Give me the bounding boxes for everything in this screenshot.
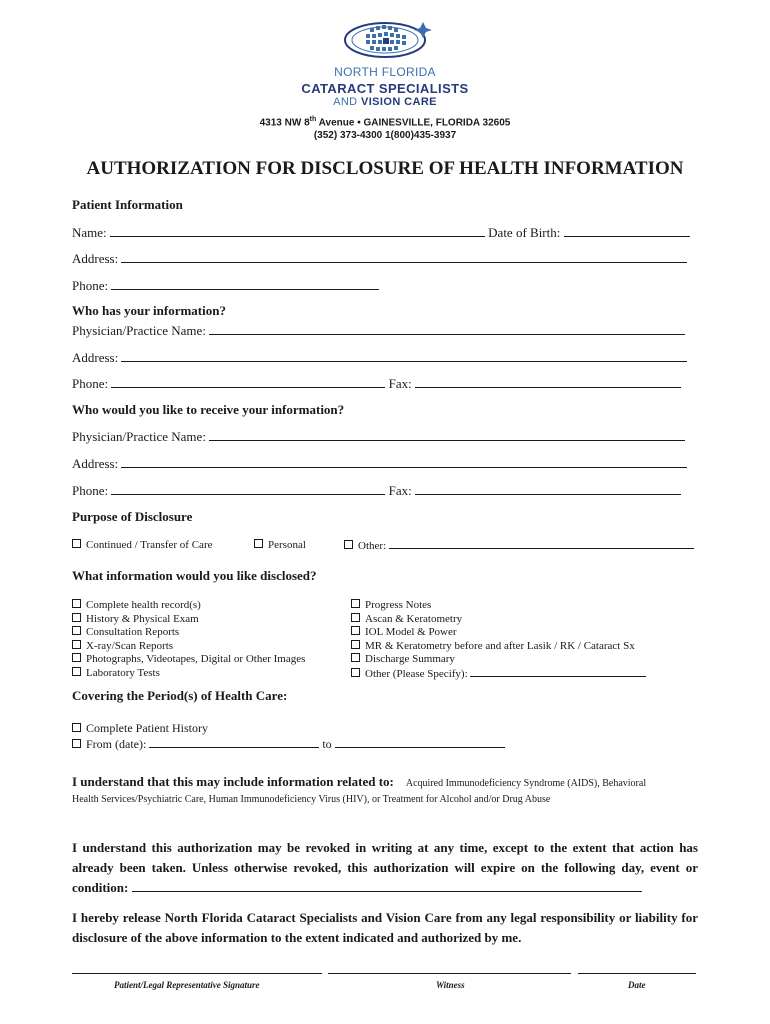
checkbox-icon[interactable] <box>351 613 360 622</box>
purpose-option-label: Personal <box>268 539 306 551</box>
checkbox-icon[interactable] <box>351 653 360 662</box>
patient-signature-label: Patient/Legal Representative Signature <box>114 980 260 990</box>
patient-name-field[interactable] <box>110 224 485 237</box>
disclose-right-label: Ascan & Keratometry <box>365 612 463 625</box>
address-number: 4313 NW 8 <box>259 117 310 129</box>
receiver-physician-row <box>72 428 685 445</box>
purpose-heading: Purpose of Disclosure <box>72 509 193 524</box>
date-label: Date <box>628 980 646 990</box>
source-phone-field[interactable] <box>111 375 385 388</box>
expiration-field[interactable] <box>132 881 642 892</box>
disclose-left-label: Laboratory Tests <box>86 667 160 679</box>
disclose-right-label: Discharge Summary <box>365 653 455 666</box>
checkbox-icon[interactable] <box>351 599 360 608</box>
purpose-option-label: Continued / Transfer of Care <box>86 539 213 551</box>
disclose-left-label: Complete health record(s) <box>86 599 201 611</box>
logo-line-3-and: AND <box>333 96 358 108</box>
checkbox-icon[interactable] <box>72 640 81 649</box>
address-superscript: th <box>309 116 317 123</box>
disclose-right-option[interactable] <box>351 599 431 611</box>
patient-phone-row <box>72 277 379 294</box>
revocation-paragraph <box>72 838 698 898</box>
patient-info-heading: Patient Information <box>72 197 183 212</box>
patient-address-row <box>72 250 687 267</box>
patient-address-field[interactable] <box>121 250 687 263</box>
disclose-right-option[interactable] <box>351 653 455 665</box>
checkbox-icon[interactable] <box>254 539 263 548</box>
disclose-left-option[interactable] <box>72 599 201 611</box>
disclose-left-label: X-ray/Scan Reports <box>86 639 174 652</box>
checkbox-icon[interactable] <box>72 613 81 622</box>
source-fax-label: Fax: <box>388 376 412 391</box>
source-address-field[interactable] <box>121 349 687 362</box>
source-phone-fax-row <box>72 375 681 392</box>
receiver-physician-field[interactable] <box>209 428 685 441</box>
period-from-field[interactable] <box>149 737 319 748</box>
purpose-other-field[interactable] <box>389 539 694 549</box>
period-from-label: From (date): <box>86 737 147 751</box>
logo-line-2: CATARACT SPECIALISTS <box>301 81 469 96</box>
checkbox-icon[interactable] <box>72 539 81 548</box>
patient-phone-field[interactable] <box>111 277 379 290</box>
patient-dob-field[interactable] <box>564 224 690 237</box>
practice-phones: (352) 373-4300 1(800)435-3937 <box>313 130 457 141</box>
period-complete-option[interactable] <box>72 721 208 736</box>
disclose-left-option[interactable] <box>72 613 199 625</box>
receiver-phone-label: Phone: <box>72 483 109 498</box>
disclose-heading: What information would you like disclosed? <box>72 568 317 583</box>
disclose-left-label: History & Physical Exam <box>86 612 199 625</box>
purpose-option-label: Other: <box>358 540 387 552</box>
period-from-option[interactable] <box>72 737 505 752</box>
release-paragraph: I hereby release North Florida Cataract Specialists and Vision Care from any legal responsibility or liability for disclosure of the above information to the extent indicated and authorized by me. <box>72 910 698 945</box>
receiver-phone-fax-row <box>72 482 681 499</box>
logo-line-1: NORTH FLORIDA <box>334 65 436 79</box>
checkbox-icon[interactable] <box>351 626 360 635</box>
witness-signature-line[interactable] <box>328 962 571 974</box>
disclose-right-option[interactable] <box>351 613 462 625</box>
checkbox-icon[interactable] <box>351 640 360 649</box>
receiver-address-label: Address: <box>72 456 119 471</box>
practice-address <box>0 116 770 128</box>
source-phone-label: Phone: <box>72 376 109 391</box>
disclose-right-option[interactable] <box>351 667 646 680</box>
disclose-right-label: Progress Notes <box>365 599 432 611</box>
patient-phone-label: Phone: <box>72 278 109 293</box>
source-fax-field[interactable] <box>415 375 681 388</box>
receiver-phone-field[interactable] <box>111 482 385 495</box>
disclosure-notice-bold: I understand that this may include information related to: <box>72 774 394 789</box>
disclose-left-label: Photographs, Videotapes, Digital or Other Images <box>86 653 306 666</box>
disclosure-notice-line1 <box>72 773 646 791</box>
receiver-physician-label: Physician/Practice Name: <box>72 429 206 444</box>
patient-name-label: Name: <box>72 225 107 240</box>
receiver-address-field[interactable] <box>121 455 687 468</box>
checkbox-icon[interactable] <box>72 626 81 635</box>
checkbox-icon[interactable] <box>351 668 360 677</box>
witness-label: Witness <box>436 980 465 990</box>
source-address-row <box>72 349 687 366</box>
disclose-left-option[interactable] <box>72 653 305 665</box>
period-heading: Covering the Period(s) of Health Care: <box>72 688 288 703</box>
logo-line-3 <box>0 96 770 108</box>
purpose-option-other[interactable] <box>344 539 694 552</box>
checkbox-icon[interactable] <box>72 667 81 676</box>
date-signature-line[interactable] <box>578 962 696 974</box>
disclose-left-label: Consultation Reports <box>86 626 180 639</box>
source-address-label: Address: <box>72 350 119 365</box>
checkbox-icon[interactable] <box>72 599 81 608</box>
checkbox-icon[interactable] <box>72 723 81 732</box>
disclosure-notice-rest1: Acquired Immunodeficiency Syndrome (AIDS), Behavioral <box>405 778 647 789</box>
receiver-fax-field[interactable] <box>415 482 681 495</box>
receiver-heading: Who would you like to receive your information? <box>72 402 345 417</box>
receiver-fax-label: Fax: <box>388 483 412 498</box>
other-specify-field[interactable] <box>470 667 646 677</box>
disclose-right-label: Other (Please Specify): <box>365 668 468 680</box>
source-physician-row <box>72 322 685 339</box>
patient-address-label: Address: <box>72 251 119 266</box>
receiver-address-row <box>72 455 687 472</box>
page-title: AUTHORIZATION FOR DISCLOSURE OF HEALTH INFORMATION <box>86 158 684 179</box>
who-has-heading: Who has your information? <box>72 303 226 318</box>
period-to-label: to <box>322 737 332 751</box>
logo-line-3-vision: VISION CARE <box>360 96 437 108</box>
disclose-right-label: IOL Model & Power <box>365 626 457 639</box>
disclose-left-option[interactable] <box>72 640 173 652</box>
period-to-field[interactable] <box>335 737 505 748</box>
source-physician-field[interactable] <box>209 322 685 335</box>
period-complete-label: Complete Patient History <box>86 721 208 735</box>
address-rest: Avenue • GAINESVILLE, FLORIDA 32605 <box>316 117 511 129</box>
disclose-left-option[interactable] <box>72 667 160 679</box>
disclose-right-option[interactable] <box>351 640 635 652</box>
patient-dob-label: Date of Birth: <box>488 225 561 240</box>
checkbox-icon[interactable] <box>72 739 81 748</box>
revocation-text: I understand this authorization may be revoked in writing at any time, except to the extent that action has already been taken. Unless otherwise revoked, this authorization will expire on the following day, event or condition: <box>72 840 698 895</box>
checkbox-icon[interactable] <box>72 653 81 662</box>
source-physician-label: Physician/Practice Name: <box>72 323 206 338</box>
disclosure-notice-line2: Health Services/Psychiatric Care, Human Immunodeficiency Virus (HIV), or Treatment for Alcohol and/or Drug Abuse <box>72 794 551 805</box>
disclose-right-label: MR & Keratometry before and after Lasik / RK / Cataract Sx <box>365 639 635 652</box>
purpose-option-continued[interactable] <box>72 539 212 551</box>
disclose-right-option[interactable] <box>351 626 457 638</box>
purpose-option-personal[interactable] <box>254 539 306 551</box>
checkbox-icon[interactable] <box>344 540 353 549</box>
disclose-left-option[interactable] <box>72 626 179 638</box>
patient-signature-line[interactable] <box>72 962 322 974</box>
patient-name-row <box>72 224 690 241</box>
